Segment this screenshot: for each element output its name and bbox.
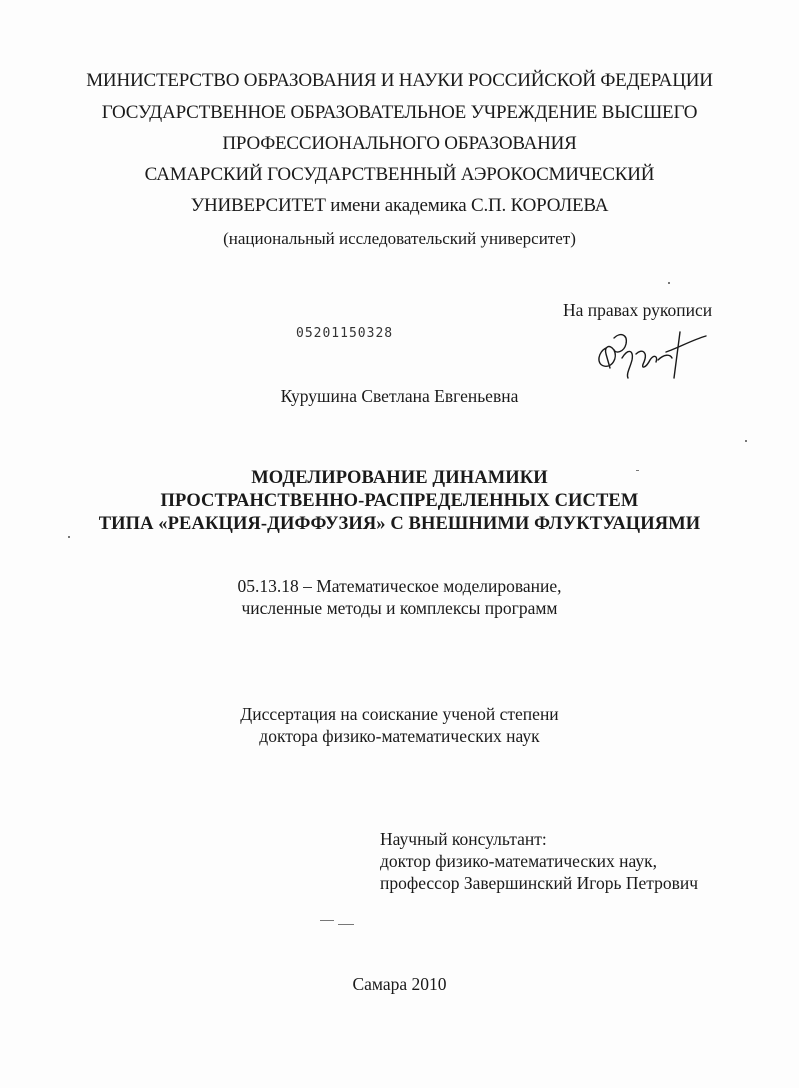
dissertation-title-line-2: ПРОСТРАНСТВЕННО-РАСПРЕДЕЛЕННЫХ СИСТЕМ xyxy=(160,491,639,511)
author-name: Курушина Светлана Евгеньевна xyxy=(280,386,519,406)
dissertation-title-line-3: ТИПА «РЕАКЦИЯ-ДИФФУЗИЯ» С ВНЕШНИМИ ФЛУКТУАЦИЯМИ xyxy=(98,514,701,534)
specialty-name-line: численные методы и комплексы программ xyxy=(241,598,558,618)
advisor-name: профессор Завершинский Игорь Петрович xyxy=(380,873,699,893)
advisor-degree: доктор физико-математических наук, xyxy=(380,851,657,871)
scan-speck xyxy=(68,536,70,538)
handwritten-signature xyxy=(592,318,710,386)
advisor-label: Научный консультант: xyxy=(380,829,547,849)
education-level-line: ПРОФЕССИОНАЛЬНОГО ОБРАЗОВАНИЯ xyxy=(222,133,577,154)
degree-line-2: доктора физико-математических наук xyxy=(259,726,540,746)
ministry-line: МИНИСТЕРСТВО ОБРАЗОВАНИЯ И НАУКИ РОССИЙСКОЙ ФЕДЕРАЦИИ xyxy=(86,70,713,91)
university-name-line: САМАРСКИЙ ГОСУДАРСТВЕННЫЙ АЭРОКОСМИЧЕСКИЙ xyxy=(144,164,655,185)
scan-speck xyxy=(636,470,639,471)
city-year: Самара 2010 xyxy=(352,974,447,994)
university-status-line: (национальный исследовательский университет) xyxy=(223,229,576,248)
university-honorific-line: УНИВЕРСИТЕТ имени академика С.П. КОРОЛЕВА xyxy=(190,195,609,216)
scan-speck xyxy=(668,282,670,284)
scan-speck xyxy=(320,920,334,921)
specialty-code-line: 05.13.18 – Математическое моделирование, xyxy=(237,576,562,596)
scan-speck xyxy=(745,440,747,442)
institution-type-line: ГОСУДАРСТВЕННОЕ ОБРАЗОВАТЕЛЬНОЕ УЧРЕЖДЕНИЕ ВЫСШЕГО xyxy=(101,102,698,123)
dissertation-title-line-1: МОДЕЛИРОВАНИЕ ДИНАМИКИ xyxy=(251,468,548,488)
manuscript-rights-note: На правах рукописи xyxy=(563,300,713,320)
archive-number: 05201150328 xyxy=(296,326,394,341)
degree-line-1: Диссертация на соискание ученой степени xyxy=(240,704,559,724)
scan-speck xyxy=(338,924,354,925)
